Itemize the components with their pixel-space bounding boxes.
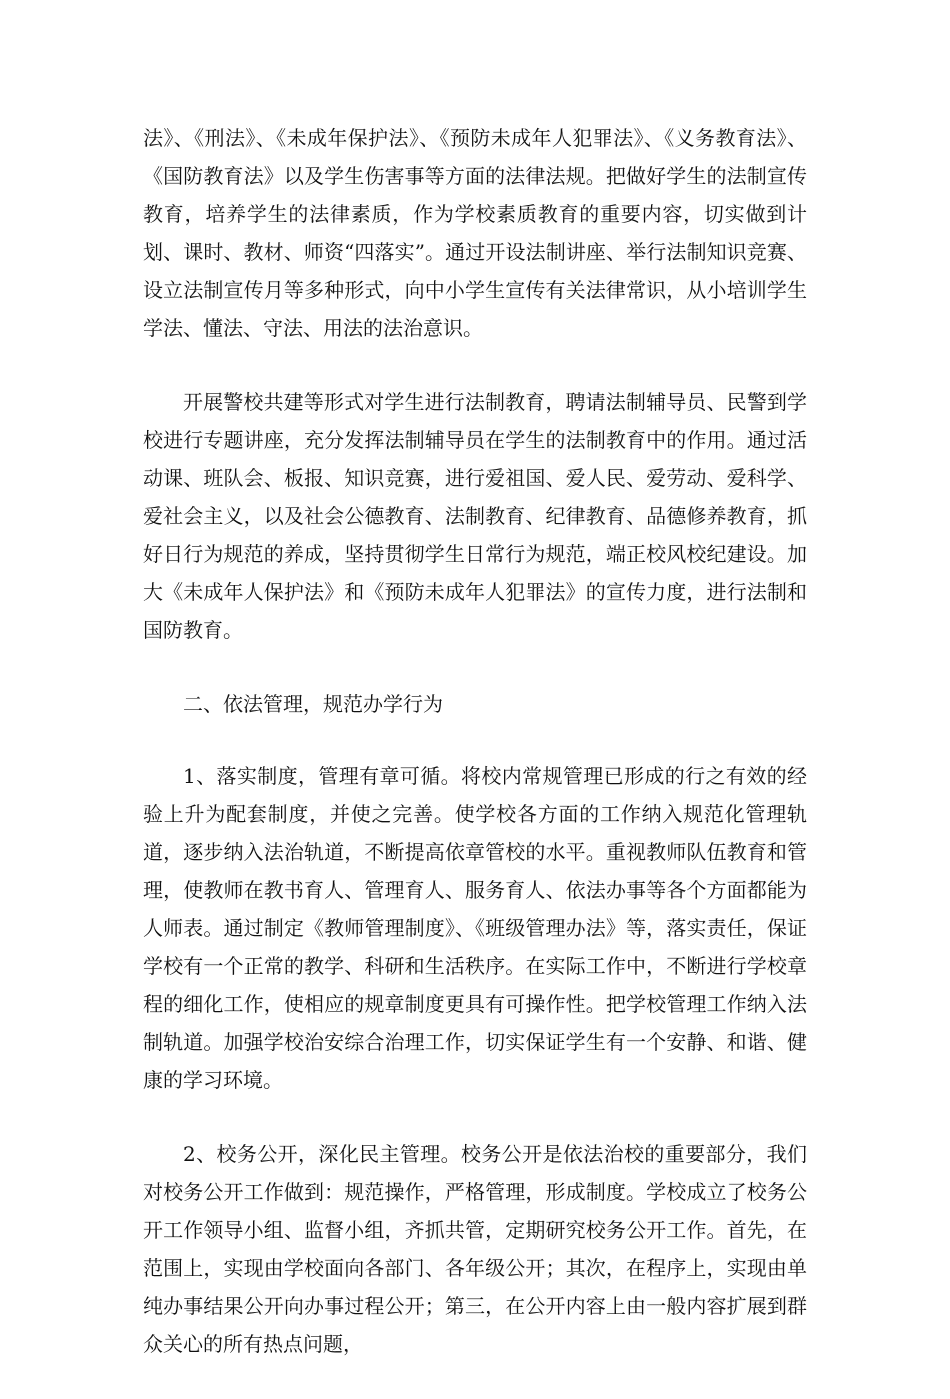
- paragraph-implement-system: 1、落实制度，管理有章可循。将校内常规管理已形成的行之有效的经验上升为配套制度，并使之完善。使学校各方面的工作纳入规范化管理轨道，逐步纳入法治轨道，不断提高依章管校的水平。重视教师队伍教育和管理，使教师在教书育人、管理育人、服务育人、依法办事等各个方面都能为人师表。通过制定《教师管理制度》、《班级管理办法》等，落实责任，保证学校有一个正常的教学、科研和生活秩序。在实际工作中，不断进行学校章程的细化工作，使相应的规章制度更具有可操作性。把学校管理工作纳入法制轨道。加强学校治安综合治理工作，切实保证学生有一个安静、和谐、健康的学习环境。: [143, 764, 807, 1092]
- paragraph-police-school: 开展警校共建等形式对学生进行法制教育，聘请法制辅导员、民警到学校进行专题讲座，充分发挥法制辅导员在学生的法制教育中的作用。通过活动课、班队会、板报、知识竞赛，进行爱祖国、爱人民、爱劳动、爱科学、爱社会主义，以及社会公德教育、法制教育、纪律教育、品德修养教育，抓好日行为规范的养成，坚持贯彻学生日常行为规范，端正校风校纪建设。加大《未成年人保护法》和《预防未成年人犯罪法》的宣传力度，进行法制和国防教育。: [143, 390, 807, 642]
- document-body: [143, 119, 807, 1399]
- paragraph-school-affairs-open: 2、校务公开，深化民主管理。校务公开是依法治校的重要部分，我们对校务公开工作做到：规范操作，严格管理，形成制度。学校成立了校务公开工作领导小组、监督小组，齐抓共管，定期研究校务公开工作。首先，在范围上，实现由学校面向各部门、各年级公开；其次，在程序上，实现由单纯办事结果公开向办事过程公开；第三，在公开内容上由一般内容扩展到群众关心的所有热点问题，: [143, 1142, 807, 1356]
- section-heading-lawful-management: 二、依法管理，规范办学行为: [183, 692, 443, 716]
- paragraph-law-list: 法》、《刑法》、《未成年保护法》、《预防未成年人犯罪法》、《义务教育法》、《国防教育法》以及学生伤害事等方面的法律法规。把做好学生的法制宣传教育，培养学生的法律素质，作为学校素质教育的重要内容，切实做到计划、课时、教材、师资“四落实”。通过开设法制讲座、举行法制知识竞赛、设立法制宣传月等多种形式，向中小学生宣传有关法律常识，从小培训学生学法、懂法、守法、用法的法治意识。: [143, 126, 807, 340]
